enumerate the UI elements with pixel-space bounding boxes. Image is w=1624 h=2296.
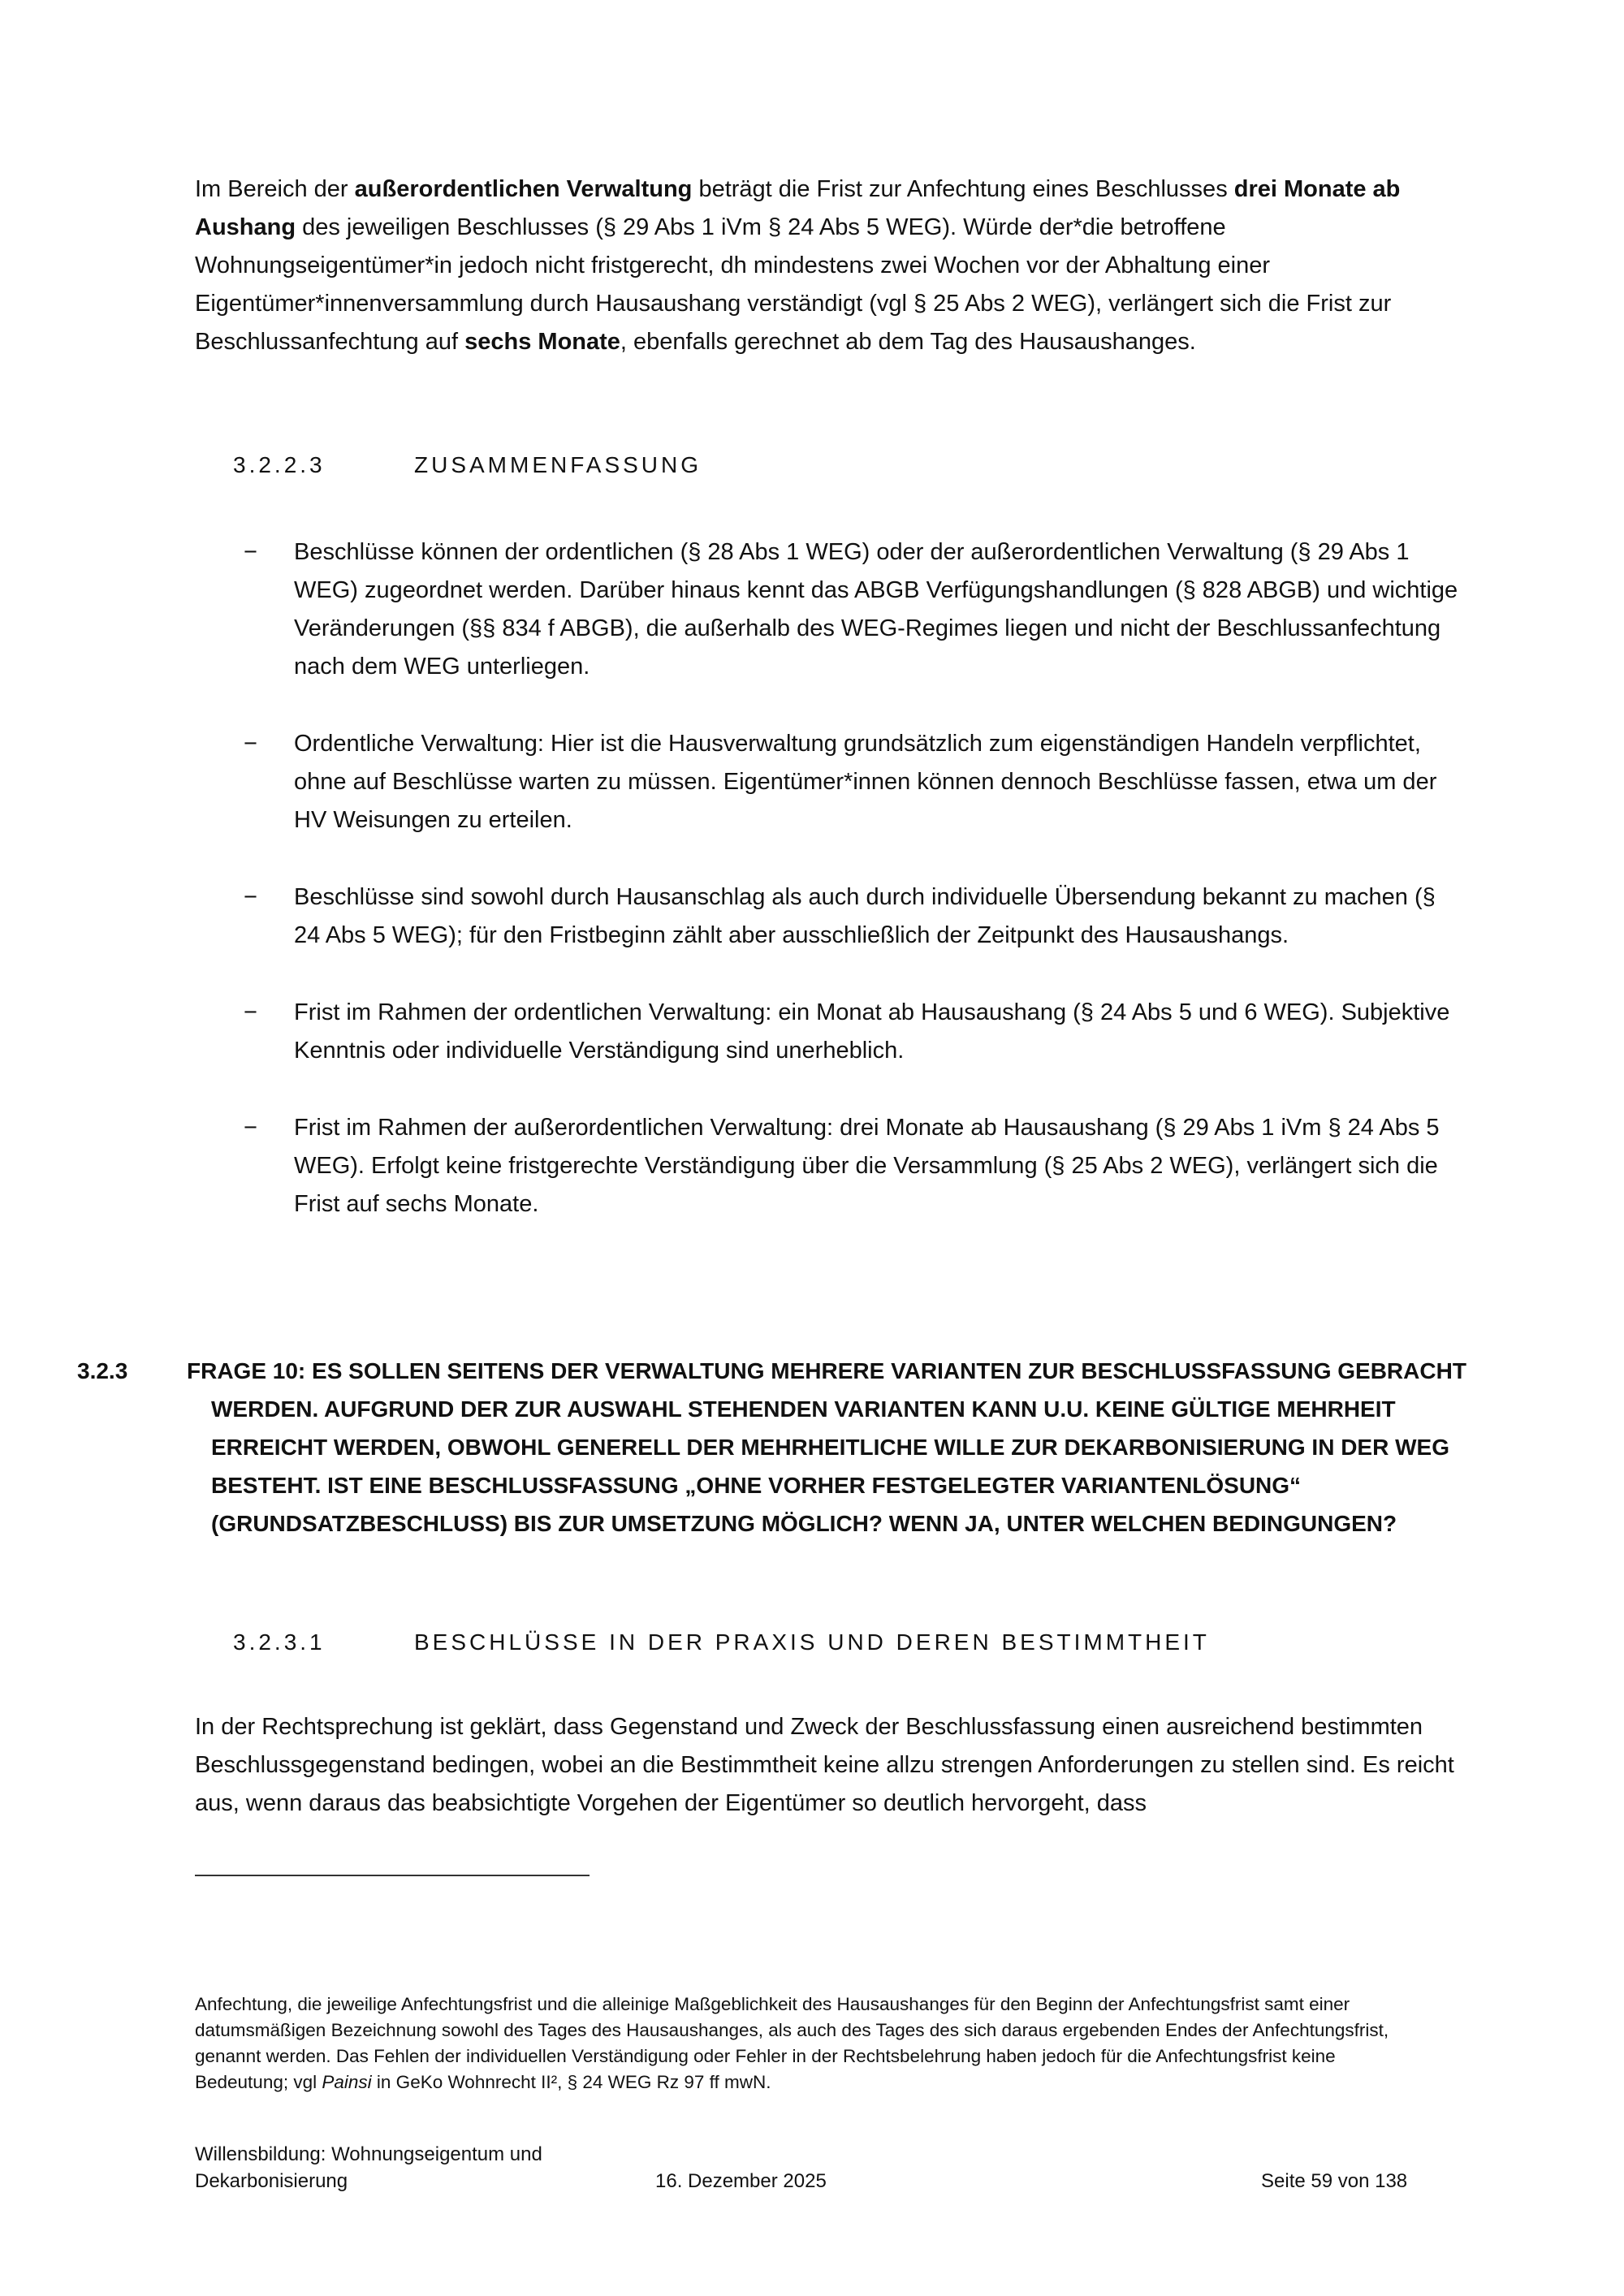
section-number: 3.2.3	[77, 1358, 128, 1383]
section-title: FRAGE 10: ES SOLLEN SEITENS DER VERWALTUNG MEHRERE VARIANTEN ZUR BESCHLUSSFASSUNG GEBRACHT WERDEN. AUFGRUND DER ZUR AUSWAHL STEHENDEN VARIANTEN KANN U.U. KEINE GÜLTIGE MEHRHEIT ERREICHT WERDEN, OBWOHL GENERELL DER MEHRHEITLICHE WILLE ZUR DEKARBONISIERUNG IN DER WEG BESTEHT. IST EINE BESCHLUSSFASSUNG „OHNE VORHER FESTGELEGTER VARIANTENLÖSUNG“ (GRUNDSATZBESCHLUSS) BIS ZUR UMSETZUNG MÖGLICH? WENN JA, UNTER WELCHEN BEDINGUNGEN?	[187, 1358, 1466, 1536]
dash-bullet-icon: −	[244, 999, 257, 1025]
heading-3-2-3	[77, 1352, 1474, 1543]
footer-date: 16. Dezember 2025	[655, 2170, 827, 2192]
summary-list	[195, 533, 1462, 1262]
list-item	[195, 533, 1462, 686]
text-run: beträgt die Frist zur Anfechtung eines Beschlusses	[692, 176, 1234, 202]
section-number: 3.2.3.1	[233, 1629, 326, 1655]
footer-page-number: Seite 59 von 138	[1261, 2170, 1408, 2192]
text-run: des jeweiligen Beschlusses (§ 29 Abs 1 iVm § 24 Abs 5 WEG). Würde der*die betroffene Wohnungseigentümer*in jedoch nicht fristgerecht, dh mindestens zwei Wochen vor der Abhaltung einer Eigentümer*innenversammlung durch Hausaushang verständigt (vgl § 25 Abs 2 WEG), verlängert sich die Frist zur Beschlussanfechtung auf	[195, 214, 1392, 355]
list-item-text: Ordentliche Verwaltung: Hier ist die Hausverwaltung grundsätzlich zum eigenständigen Handeln verpflichtet, ohne auf Beschlüsse warten zu müssen. Eigentümer*innen können dennoch Beschlüsse fassen, etwa um der HV Weisungen zu erteilen.	[294, 731, 1437, 833]
heading-3-2-2-3	[233, 452, 702, 478]
bold-run: sechs Monate	[464, 329, 620, 355]
list-item	[195, 1109, 1462, 1224]
paragraph-bestimmtheit: In der Rechtsprechung ist geklärt, dass Gegenstand und Zweck der Beschlussfassung einen ausreichend bestimmten Beschlussgegenstand bedingen, wobei an die Bestimmtheit keine allzu strengen Anforderungen zu stellen sind. Es reicht aus, wenn daraus das beabsichtigte Vorgehen der Eigentümer so deutlich hervorgeht, dass	[195, 1714, 1454, 1816]
list-item	[195, 878, 1462, 955]
footnote-text	[195, 1992, 1429, 2095]
list-item-text: Frist im Rahmen der ordentlichen Verwaltung: ein Monat ab Hausaushang (§ 24 Abs 5 und 6 WEG). Subjektive Kenntnis oder individuelle Verständigung sind unerheblich.	[294, 999, 1450, 1064]
list-item-text: Beschlüsse können der ordentlichen (§ 28 Abs 1 WEG) oder der außerordentlichen Verwaltung (§ 29 Abs 1 WEG) zugeordnet werden. Darüber hinaus kennt das ABGB Verfügungshandlungen (§ 828 ABGB) und wichtige Veränderungen (§§ 834 f ABGB), die außerhalb des WEG-Regimes liegen und nicht der Beschlussanfechtung nach dem WEG unterliegen.	[294, 539, 1458, 680]
footer-document-title: Willensbildung: Wohnungseigentum und Dekarbonisierung	[195, 2143, 542, 2192]
dash-bullet-icon: −	[244, 731, 257, 757]
text-run: Anfechtung, die jeweilige Anfechtungsfrist und die alleinige Maßgeblichkeit des Hausaushanges für den Beginn der Anfechtungsfrist samt einer datumsmäßigen Bezeichnung sowohl des Tages des Hausaushanges, als auch des Tages des sich daraus ergebenden Endes der Anfechtungsfrist, genannt werden. Das Fehlen der individuellen Verständigung oder Fehler in der Rechtsbelehrung haben jedoch für die Anfechtungsfrist keine Bedeutung; vgl	[195, 1994, 1389, 2092]
footnote-separator	[195, 1875, 590, 1876]
list-item	[195, 994, 1462, 1070]
author-name: Painsi	[322, 2072, 372, 2092]
section-title: BESCHLÜSSE IN DER PRAXIS UND DEREN BESTIMMTHEIT	[414, 1629, 1210, 1655]
bold-run: außerordentlichen Verwaltung	[354, 176, 693, 202]
heading-3-2-3-1	[233, 1629, 1210, 1655]
dash-bullet-icon: −	[244, 539, 257, 565]
bold-run: drei Monate ab Aushang	[195, 176, 1401, 240]
dash-bullet-icon: −	[244, 884, 257, 910]
section-title: ZUSAMMENFASSUNG	[414, 452, 702, 477]
list-item	[195, 725, 1462, 839]
text-run: Im Bereich der	[195, 176, 355, 202]
text-run: in GeKo Wohnrecht II², § 24 WEG Rz 97 ff mwN.	[371, 2072, 771, 2092]
list-item-text: Beschlüsse sind sowohl durch Hausanschlag als auch durch individuelle Übersendung bekannt zu machen (§ 24 Abs 5 WEG); für den Fristbeginn zählt aber ausschließlich der Zeitpunkt des Hausaushangs.	[294, 884, 1436, 948]
text-run: , ebenfalls gerechnet ab dem Tag des Hausaushanges.	[620, 329, 1196, 355]
list-item-text: Frist im Rahmen der außerordentlichen Verwaltung: drei Monate ab Hausaushang (§ 29 Abs 1 iVm § 24 Abs 5 WEG). Erfolgt keine fristgerechte Verständigung über die Versammlung (§ 25 Abs 2 WEG), verlängert sich die Frist auf sechs Monate.	[294, 1115, 1440, 1217]
paragraph-anfechtungsfrist	[195, 170, 1462, 361]
section-number: 3.2.2.3	[233, 452, 326, 477]
dash-bullet-icon: −	[244, 1115, 257, 1141]
